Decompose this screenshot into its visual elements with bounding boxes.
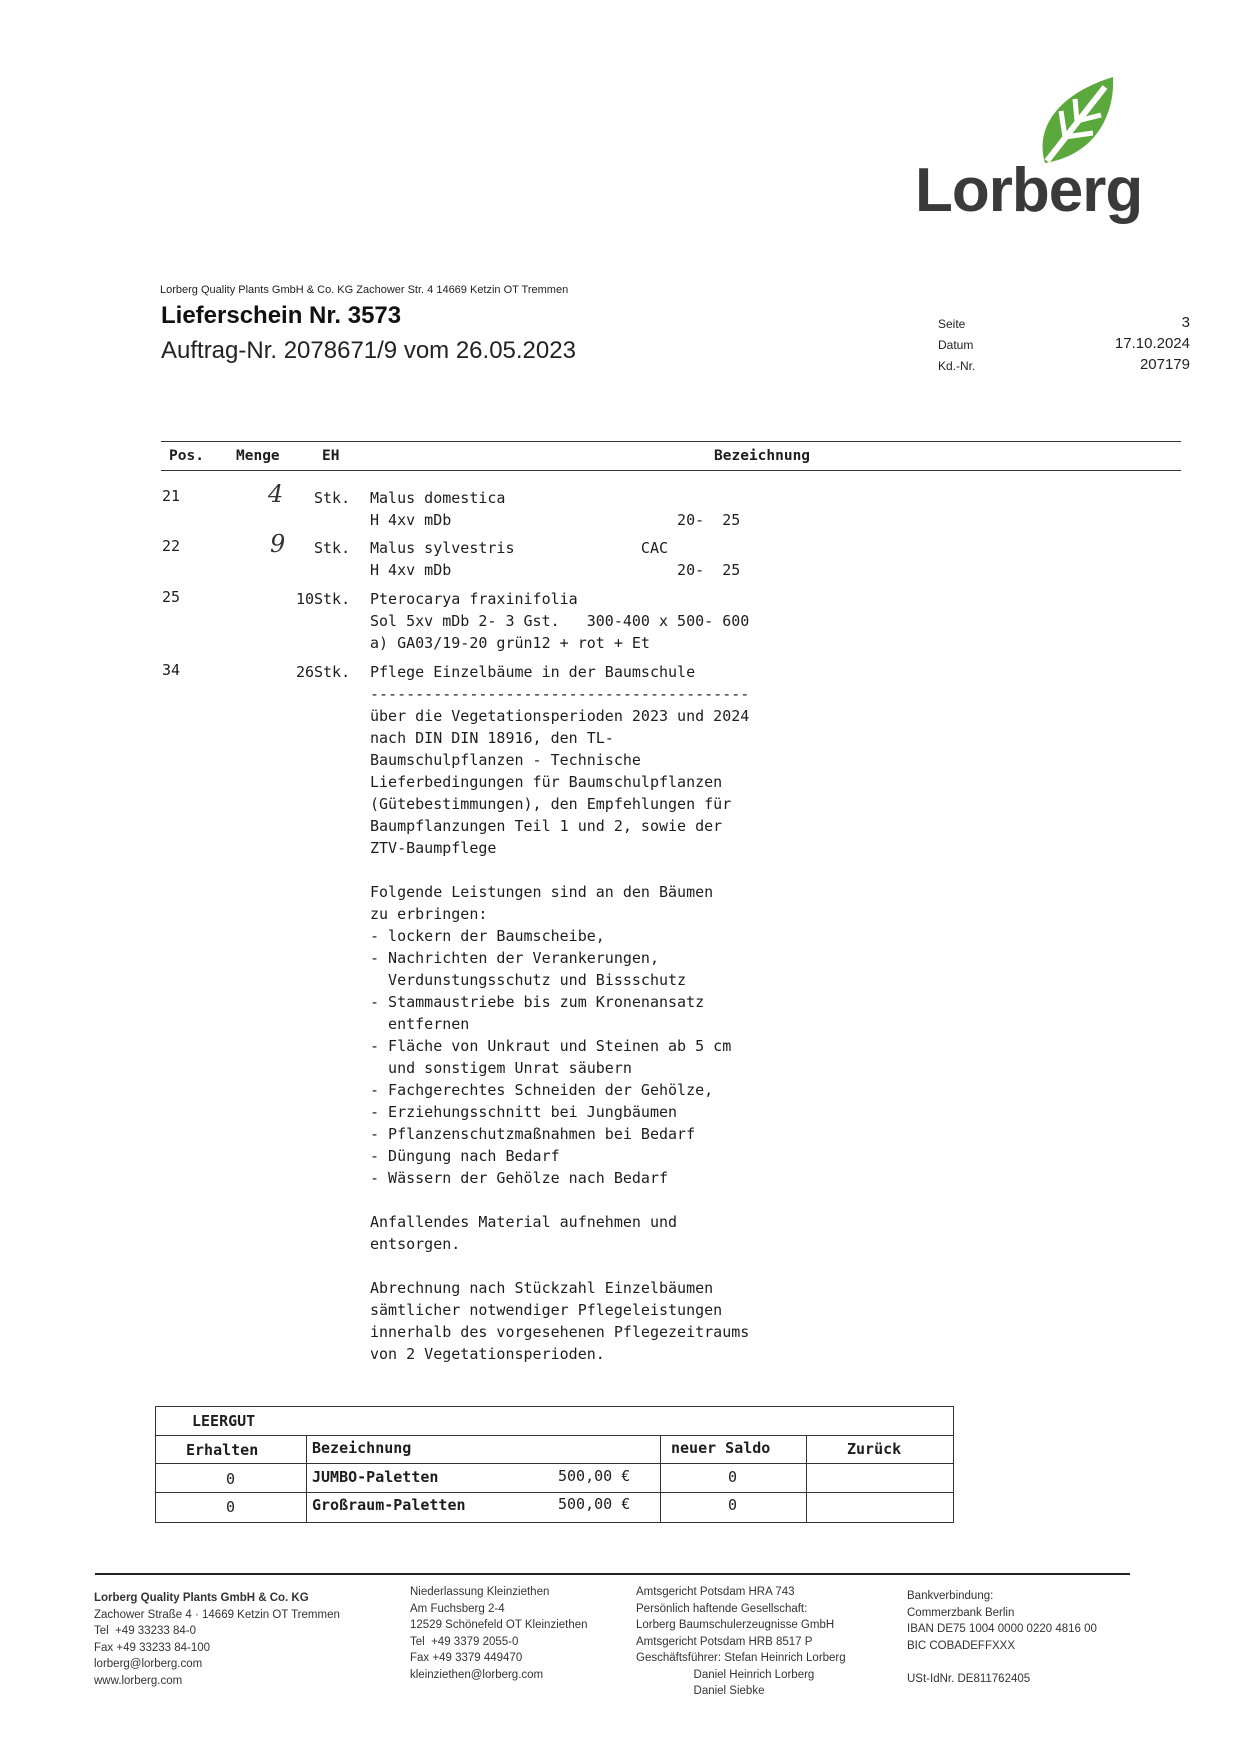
text-line: (Gütebestimmungen), den Empfehlungen für [370,795,732,813]
text-line: zu erbringen: [370,905,488,923]
footer-line: Daniel Siebke [636,1685,765,1697]
footer-line: Fax +49 3379 449470 [410,1652,523,1664]
text-line: von 2 Vegetationsperioden. [370,1345,605,1363]
item-name: Pflege Einzelbäume in der Baumschule [370,663,696,681]
table-rule [156,1463,953,1464]
footer-line: lorberg@lorberg.com [94,1658,203,1670]
text-line: Abrechnung nach Stückzahl Einzelbäumen [370,1279,714,1297]
text-line [370,1189,850,1211]
footer-line: Zachower Straße 4 · 14669 Ketzin OT Tremmen [94,1608,340,1621]
divider [161,441,1181,442]
text-line: - Wässern der Gehölze nach Bedarf [370,1169,669,1187]
header-menge: Menge [236,448,280,464]
item-quantity: 10 [295,590,314,608]
text-line: Lieferbedingungen für Baumschulpflanzen [370,773,723,791]
text-line: - Fachgerechtes Schneiden der Gehölze, [370,1081,714,1099]
item-pos: 22 [162,537,181,555]
lorberg-logo [915,75,1143,235]
handwritten-quantity: 4 [268,480,284,508]
item-pos: 25 [162,588,181,606]
table-rule [306,1435,307,1522]
handwritten-quantity: 9 [270,530,286,558]
footer-line: Tel +49 3379 2055-0 [410,1635,519,1648]
leergut-table [155,1406,954,1523]
footer-line: Commerzbank Berlin [907,1606,1015,1619]
footer-line: Bankverbindung: [907,1590,994,1602]
text-line: Verdunstungsschutz und Bissschutz [370,971,687,989]
row-preis: 500,00 € [558,1495,631,1513]
text-line: ------------------------------------------ [370,685,750,703]
text-line: sämtlicher notwendiger Pflegeleistungen [370,1301,723,1319]
item-unit: Stk. [314,489,351,507]
footer-line: Fax +49 33233 84-100 [94,1641,211,1654]
footer-line: Daniel Heinrich Lorberg [636,1668,815,1681]
item-spec: H 4xv mDb 20- 25 [370,511,741,529]
text-line: entfernen [370,1015,470,1033]
footer-branch [410,1584,588,1683]
table-rule [660,1435,661,1522]
item-name: Malus domestica [370,489,506,507]
footer-line: Geschäftsführer: Stefan Heinrich Lorberg [636,1652,846,1664]
item-name: Pterocarya fraxinifolia [370,590,578,608]
header-erhalten: Erhalten [186,1441,259,1459]
item-unit: Stk. [314,663,351,681]
header-bezeichnung: Bezeichnung [312,1439,412,1457]
meta-value: 17.10.2024 [1114,335,1190,352]
footer-line [907,1654,1097,1671]
meta-row-customer [938,356,1190,377]
text-line: Folgende Leistungen sind an den Bäumen [370,883,714,901]
item-name: Malus sylvestris CAC [370,539,669,557]
item-spec: H 4xv mDb 20- 25 [370,561,741,579]
row-erhalten: 0 [226,1498,236,1516]
meta-label: Kd.-Nr. [938,359,976,373]
row-saldo: 0 [728,1468,738,1486]
text-line: Anfallendes Material aufnehmen und [370,1213,678,1231]
row-preis: 500,00 € [558,1467,631,1485]
header-eh: EH [322,448,340,464]
text-line: - Pflanzenschutzmaßnahmen bei Bedarf [370,1125,696,1143]
meta-row-page [938,314,1190,335]
meta-row-date [938,335,1190,356]
footer-line: 12529 Schönefeld OT Kleinziethen [410,1619,588,1631]
logo-wordmark: Lorberg [915,156,1143,225]
text-line: - Fläche von Unkraut und Steinen ab 5 cm [370,1037,732,1055]
meta-label: Seite [938,317,966,331]
footer-bank [907,1588,1097,1687]
footer-line: Persönlich haftende Gesellschaft: [636,1602,808,1615]
footer-line: Tel +49 33233 84-0 [94,1625,196,1637]
table-rule [806,1435,807,1522]
item-spec: a) GA03/19-20 grün12 + rot + Et [370,634,650,652]
header-neuer-saldo: neuer Saldo [671,1439,771,1457]
footer-line: IBAN DE75 1004 0000 0220 4816 00 [907,1623,1097,1635]
document-title: Lieferschein Nr. 3573 [161,302,402,329]
text-line: innerhalb des vorgesehenen Pflegezeitraums [370,1323,750,1341]
footer-line: www.lorberg.com [94,1674,183,1687]
item-unit: Stk. [314,539,351,557]
sender-address-line: Lorberg Quality Plants GmbH & Co. KG Zachower Str. 4 14669 Ketzin OT Tremmen [160,284,569,296]
meta-value: 3 [1181,314,1190,331]
header-bezeichnung: Bezeichnung [714,448,811,464]
text-line: - Erziehungsschnitt bei Jungbäumen [370,1103,678,1121]
footer-company [94,1590,340,1689]
text-line: - Düngung nach Bedarf [370,1147,560,1165]
footer-registry [636,1584,846,1700]
footer-line: Lorberg Quality Plants GmbH & Co. KG [94,1592,309,1604]
text-line: Baumpflanzungen Teil 1 und 2, sowie der [370,817,723,835]
item-pos: 34 [162,661,181,679]
order-number: Auftrag-Nr. 2078671/9 vom 26.05.2023 [161,337,576,364]
text-line: - lockern der Baumscheibe, [370,927,605,945]
meta-label: Datum [938,338,974,352]
row-bezeichnung: JUMBO-Paletten [312,1468,439,1486]
text-line: entsorgen. [370,1235,461,1253]
text-line: über die Vegetationsperioden 2023 und 2024 [370,707,750,725]
text-line: nach DIN DIN 18916, den TL- [370,729,614,747]
text-line: - Stammaustriebe bis zum Kronenansatz [370,993,705,1011]
text-line: Baumschulpflanzen - Technische [370,751,641,769]
footer-line: Amtsgericht Potsdam HRB 8517 P [636,1635,813,1648]
footer-line: USt-IdNr. DE811762405 [907,1672,1031,1685]
care-description [370,683,850,1365]
header-zurueck: Zurück [847,1440,902,1458]
item-pos: 21 [162,487,181,505]
footer-divider [95,1573,1130,1575]
text-line: - Nachrichten der Verankerungen, [370,949,659,967]
footer-line: Am Fuchsberg 2-4 [410,1602,505,1615]
divider [161,470,1181,471]
footer-line: Lorberg Baumschulerzeugnisse GmbH [636,1619,835,1631]
item-spec: Sol 5xv mDb 2- 3 Gst. 300-400 x 500- 600 [370,612,750,630]
meta-value: 207179 [1139,356,1190,373]
header-pos: Pos. [169,448,204,464]
text-line: und sonstigem Unrat säubern [370,1059,632,1077]
document-meta [938,314,1190,377]
table-rule [156,1492,953,1493]
row-erhalten: 0 [226,1470,236,1488]
footer-line: Niederlassung Kleinziethen [410,1586,550,1598]
footer-line: BIC COBADEFFXXX [907,1639,1015,1652]
row-saldo: 0 [728,1496,738,1514]
footer-line: Amtsgericht Potsdam HRA 743 [636,1586,795,1598]
text-line: ZTV-Baumpflege [370,839,497,857]
item-quantity: 26 [295,663,314,681]
text-line [370,1255,850,1277]
footer-line: kleinziethen@lorberg.com [410,1668,544,1681]
row-bezeichnung: Großraum-Paletten [312,1496,466,1514]
text-line [370,859,850,881]
item-unit: Stk. [314,590,351,608]
table-rule [156,1435,953,1436]
leergut-title: LEERGUT [192,1412,256,1430]
